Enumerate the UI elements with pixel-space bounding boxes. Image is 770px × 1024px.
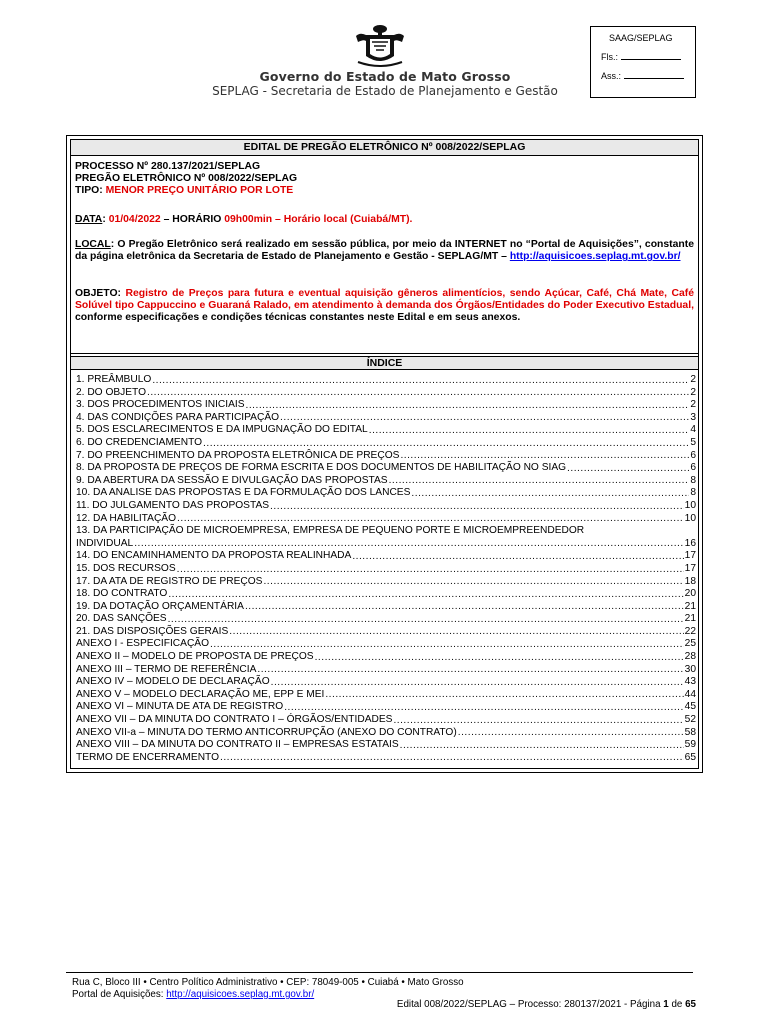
toc-item[interactable] bbox=[76, 475, 696, 488]
toc-leader bbox=[229, 626, 683, 638]
toc-item[interactable] bbox=[76, 550, 696, 563]
toc-item[interactable] bbox=[76, 727, 696, 740]
footer-page-info: Edital 008/2022/SEPLAG – Processo: 280137/2021 - Página 1 de 65 bbox=[396, 999, 696, 1010]
toc-item-label: ANEXO V – MODELO DECLARAÇÃO ME, EPP E MEI bbox=[76, 688, 325, 700]
toc-page-number: 2 bbox=[690, 374, 696, 385]
toc-leader bbox=[393, 715, 683, 727]
toc-item-label: 11. DO JULGAMENTO DAS PROPOSTAS bbox=[76, 499, 270, 511]
toc-item-label: ANEXO IV – MODELO DE DECLARAÇÃO bbox=[76, 676, 270, 688]
toc-leader bbox=[210, 639, 684, 651]
table-of-contents bbox=[76, 374, 696, 764]
toc-item-label: 4. DAS CONDIÇÕES PARA PARTICIPAÇÃO bbox=[76, 411, 280, 423]
toc-item[interactable] bbox=[76, 651, 696, 664]
pregao-line: PREGÃO ELETRÔNICO Nº 008/2022/SEPLAG bbox=[75, 173, 298, 185]
edital-frame bbox=[66, 135, 703, 773]
toc-item[interactable] bbox=[76, 676, 696, 689]
objeto-paragraph: OBJETO: Registro de Preços para futura e eventual aquisição gêneros alimentícios, sendo Açúcar, Café, Chá Mate, Café Solúvel tipo Cappuccino e Guaraná Ralado, em atendimento à demanda dos Órgãos/Entidades do Poder Executivo Estadual, conforme especificações e condições técnicas constantes neste Edital e em seus anexos. bbox=[75, 288, 694, 324]
toc-page-number: 52 bbox=[684, 714, 696, 726]
portal-link[interactable]: http://aquisicoes.seplag.mt.gov.br/ bbox=[509, 251, 681, 263]
toc-leader bbox=[567, 463, 689, 475]
toc-page-number: 17 bbox=[684, 562, 696, 574]
stamp-fls: Fls.: bbox=[601, 52, 681, 62]
toc-page-number: 45 bbox=[684, 701, 696, 713]
toc-item-label: ANEXO VIII – DA MINUTA DO CONTRATO II – EMPRESAS ESTATAIS bbox=[76, 739, 399, 751]
toc-item-label: TERMO DE ENCERRAMENTO bbox=[76, 751, 220, 763]
toc-item[interactable] bbox=[76, 399, 696, 412]
toc-item-label: 7. DO PREENCHIMENTO DA PROPOSTA ELETRÔNICA DE PREÇOS bbox=[76, 449, 400, 461]
toc-page-number: 59 bbox=[684, 739, 696, 751]
toc-item-label: 15. DOS RECURSOS bbox=[76, 562, 176, 574]
toc-leader bbox=[177, 513, 684, 525]
toc-page-number: 58 bbox=[684, 726, 696, 738]
toc-item[interactable] bbox=[76, 601, 696, 614]
toc-page-number: 2 bbox=[690, 386, 696, 398]
government-title: Governo do Estado de Mato Grosso bbox=[259, 69, 511, 84]
toc-page-number: 4 bbox=[690, 424, 696, 436]
toc-item-label: ANEXO II – MODELO DE PROPOSTA DE PREÇOS bbox=[76, 651, 314, 663]
toc-leader bbox=[147, 387, 689, 399]
toc-item-label: 20. DAS SANÇÕES bbox=[76, 613, 167, 625]
toc-item-label: ANEXO I - ESPECIFICAÇÃO bbox=[76, 638, 210, 650]
toc-item[interactable] bbox=[76, 462, 696, 475]
toc-page-number: 3 bbox=[690, 411, 696, 423]
toc-item[interactable] bbox=[76, 387, 696, 400]
toc-page-number: 30 bbox=[684, 663, 696, 675]
toc-item[interactable] bbox=[76, 588, 696, 601]
toc-leader bbox=[352, 551, 683, 563]
toc-leader bbox=[177, 564, 684, 576]
toc-item-label: 9. DA ABERTURA DA SESSÃO E DIVULGAÇÃO DAS PROPOSTAS bbox=[76, 474, 388, 486]
toc-leader bbox=[220, 752, 684, 764]
government-subtitle: SEPLAG - Secretaria de Estado de Planejamento e Gestão bbox=[212, 84, 558, 98]
toc-item[interactable] bbox=[76, 613, 696, 626]
toc-leader bbox=[168, 589, 683, 601]
toc-page-number: 16 bbox=[684, 537, 696, 549]
toc-item[interactable] bbox=[76, 424, 696, 437]
toc-page-number: 22 bbox=[684, 625, 696, 637]
toc-item-label: 3. DOS PROCEDIMENTOS INICIAIS bbox=[76, 399, 245, 411]
footer-portal-link[interactable]: http://aquisicoes.seplag.mt.gov.br/ bbox=[166, 989, 315, 1000]
toc-item-label: 2. DO OBJETO bbox=[76, 386, 147, 398]
toc-leader bbox=[203, 438, 689, 450]
index-title: ÍNDICE bbox=[71, 357, 698, 370]
toc-page-number: 10 bbox=[684, 512, 696, 524]
toc-item[interactable] bbox=[76, 500, 696, 513]
toc-leader bbox=[284, 702, 683, 714]
toc-page-number: 17 bbox=[684, 550, 696, 562]
toc-leader bbox=[400, 740, 684, 752]
toc-item-label: 18. DO CONTRATO bbox=[76, 588, 168, 600]
toc-item-label-cont: INDIVIDUAL bbox=[76, 537, 134, 549]
toc-item-label: 6. DO CREDENCIAMENTO bbox=[76, 436, 203, 448]
date-time-line: DATA: 01/04/2022 – HORÁRIO 09h00min – Horário local (Cuiabá/MT). bbox=[75, 214, 413, 225]
toc-leader bbox=[280, 412, 689, 424]
toc-item[interactable] bbox=[76, 689, 696, 702]
toc-item[interactable] bbox=[76, 412, 696, 425]
toc-item-label: ANEXO VII – DA MINUTA DO CONTRATO I – ÓRGÃOS/ENTIDADES bbox=[76, 714, 393, 726]
toc-item-label: 10. DA ANALISE DAS PROPOSTAS E DA FORMULAÇÃO DOS LANCES bbox=[76, 487, 411, 499]
toc-item[interactable] bbox=[76, 739, 696, 752]
stamp-org: SAAG/SEPLAG bbox=[609, 33, 673, 43]
toc-item-label: ANEXO VII-a – MINUTA DO TERMO ANTICORRUPÇÃO (ANEXO DO CONTRATO) bbox=[76, 726, 457, 738]
toc-page-number: 21 bbox=[684, 613, 696, 625]
toc-item-label: 12. DA HABILITAÇÃO bbox=[76, 512, 177, 524]
toc-item[interactable] bbox=[76, 437, 696, 450]
toc-leader bbox=[263, 576, 683, 588]
toc-page-number: 21 bbox=[684, 600, 696, 612]
toc-item-label: 13. DA PARTICIPAÇÃO DE MICROEMPRESA, EMPRESA DE PEQUENO PORTE E MICROEMPREENDEDOR bbox=[76, 525, 585, 537]
toc-item[interactable] bbox=[76, 701, 696, 714]
toc-item[interactable] bbox=[76, 487, 696, 500]
toc-page-number: 20 bbox=[684, 588, 696, 600]
toc-leader bbox=[257, 664, 683, 676]
toc-page-number: 6 bbox=[690, 449, 696, 461]
toc-leader bbox=[271, 677, 684, 689]
toc-page-number: 43 bbox=[684, 676, 696, 688]
toc-item-label: 1. PREÂMBULO bbox=[76, 374, 152, 385]
footer-portal: Portal de Aquisições: http://aquisicoes.seplag.mt.gov.br/ bbox=[72, 989, 315, 1000]
toc-item-label: 17. DA ATA DE REGISTRO DE PREÇOS bbox=[76, 575, 263, 587]
processo-line: PROCESSO Nº 280.137/2021/SEPLAG bbox=[75, 161, 261, 172]
toc-item[interactable] bbox=[76, 525, 696, 550]
toc-leader bbox=[411, 488, 689, 500]
toc-page-number: 25 bbox=[684, 638, 696, 650]
toc-leader bbox=[369, 425, 690, 437]
toc-item[interactable] bbox=[76, 626, 696, 639]
toc-leader bbox=[389, 475, 690, 487]
toc-item[interactable] bbox=[76, 513, 696, 526]
toc-page-number: 8 bbox=[690, 487, 696, 499]
toc-page-number: 18 bbox=[684, 575, 696, 587]
toc-page-number: 44 bbox=[684, 688, 696, 700]
toc-item-label: ANEXO III – TERMO DE REFERÊNCIA bbox=[76, 663, 257, 675]
toc-item-label: 14. DO ENCAMINHAMENTO DA PROPOSTA REALINHADA bbox=[76, 550, 352, 562]
edital-title: EDITAL DE PREGÃO ELETRÔNICO Nº 008/2022/SEPLAG bbox=[71, 140, 698, 156]
toc-item[interactable] bbox=[76, 638, 696, 651]
state-coat-of-arms-logo bbox=[352, 22, 408, 68]
toc-item[interactable] bbox=[76, 576, 696, 589]
toc-item-label: 8. DA PROPOSTA DE PREÇOS DE FORMA ESCRITA E DOS DOCUMENTOS DE HABILITAÇÃO NO SIAG bbox=[76, 462, 567, 474]
protocol-stamp-box bbox=[590, 26, 696, 98]
toc-leader bbox=[134, 538, 683, 550]
toc-page-number: 2 bbox=[690, 399, 696, 411]
toc-leader bbox=[315, 652, 684, 664]
toc-page-number: 8 bbox=[690, 474, 696, 486]
toc-item[interactable] bbox=[76, 374, 696, 387]
toc-page-number: 6 bbox=[690, 462, 696, 474]
local-paragraph: LOCAL: O Pregão Eletrônico será realizado em sessão pública, por meio da INTERNET no “Portal de Aquisições”, constante da página eletrônica da Secretaria de Estado de Planejamento e Gestão - SEPLAG/MT – http://aquisicoes.seplag.mt.gov.br/ bbox=[75, 239, 694, 263]
toc-item[interactable] bbox=[76, 563, 696, 576]
toc-item[interactable] bbox=[76, 714, 696, 727]
footer-address: Rua C, Bloco III • Centro Político Administrativo • CEP: 78049-005 • Cuiabá • Mato Grosso bbox=[72, 977, 464, 988]
stamp-ass: Ass.: bbox=[601, 71, 684, 81]
toc-leader bbox=[400, 450, 689, 462]
toc-page-number: 10 bbox=[684, 499, 696, 511]
toc-item-label: 21. DAS DISPOSIÇÕES GERAIS bbox=[76, 625, 229, 637]
toc-leader bbox=[152, 375, 689, 387]
toc-leader bbox=[168, 614, 684, 626]
toc-item-label: 5. DOS ESCLARECIMENTOS E DA IMPUGNAÇÃO DO EDITAL bbox=[76, 424, 368, 436]
toc-page-number: 5 bbox=[690, 436, 696, 448]
toc-item[interactable] bbox=[76, 752, 696, 765]
tipo-line: TIPO: MENOR PREÇO UNITÁRIO POR LOTE bbox=[75, 185, 294, 197]
toc-leader bbox=[245, 601, 684, 613]
toc-leader bbox=[458, 727, 684, 739]
process-info bbox=[75, 161, 694, 198]
toc-item[interactable] bbox=[76, 664, 696, 677]
toc-page-number: 28 bbox=[684, 651, 696, 663]
footer-rule bbox=[66, 972, 693, 973]
toc-leader bbox=[325, 689, 683, 701]
toc-page-number: 65 bbox=[684, 751, 696, 763]
toc-item[interactable] bbox=[76, 450, 696, 463]
toc-leader bbox=[246, 400, 690, 412]
toc-item-label: 19. DA DOTAÇÃO ORÇAMENTÁRIA bbox=[76, 600, 244, 612]
toc-item-label: ANEXO VI – MINUTA DE ATA DE REGISTRO bbox=[76, 701, 284, 713]
toc-leader bbox=[270, 501, 684, 513]
